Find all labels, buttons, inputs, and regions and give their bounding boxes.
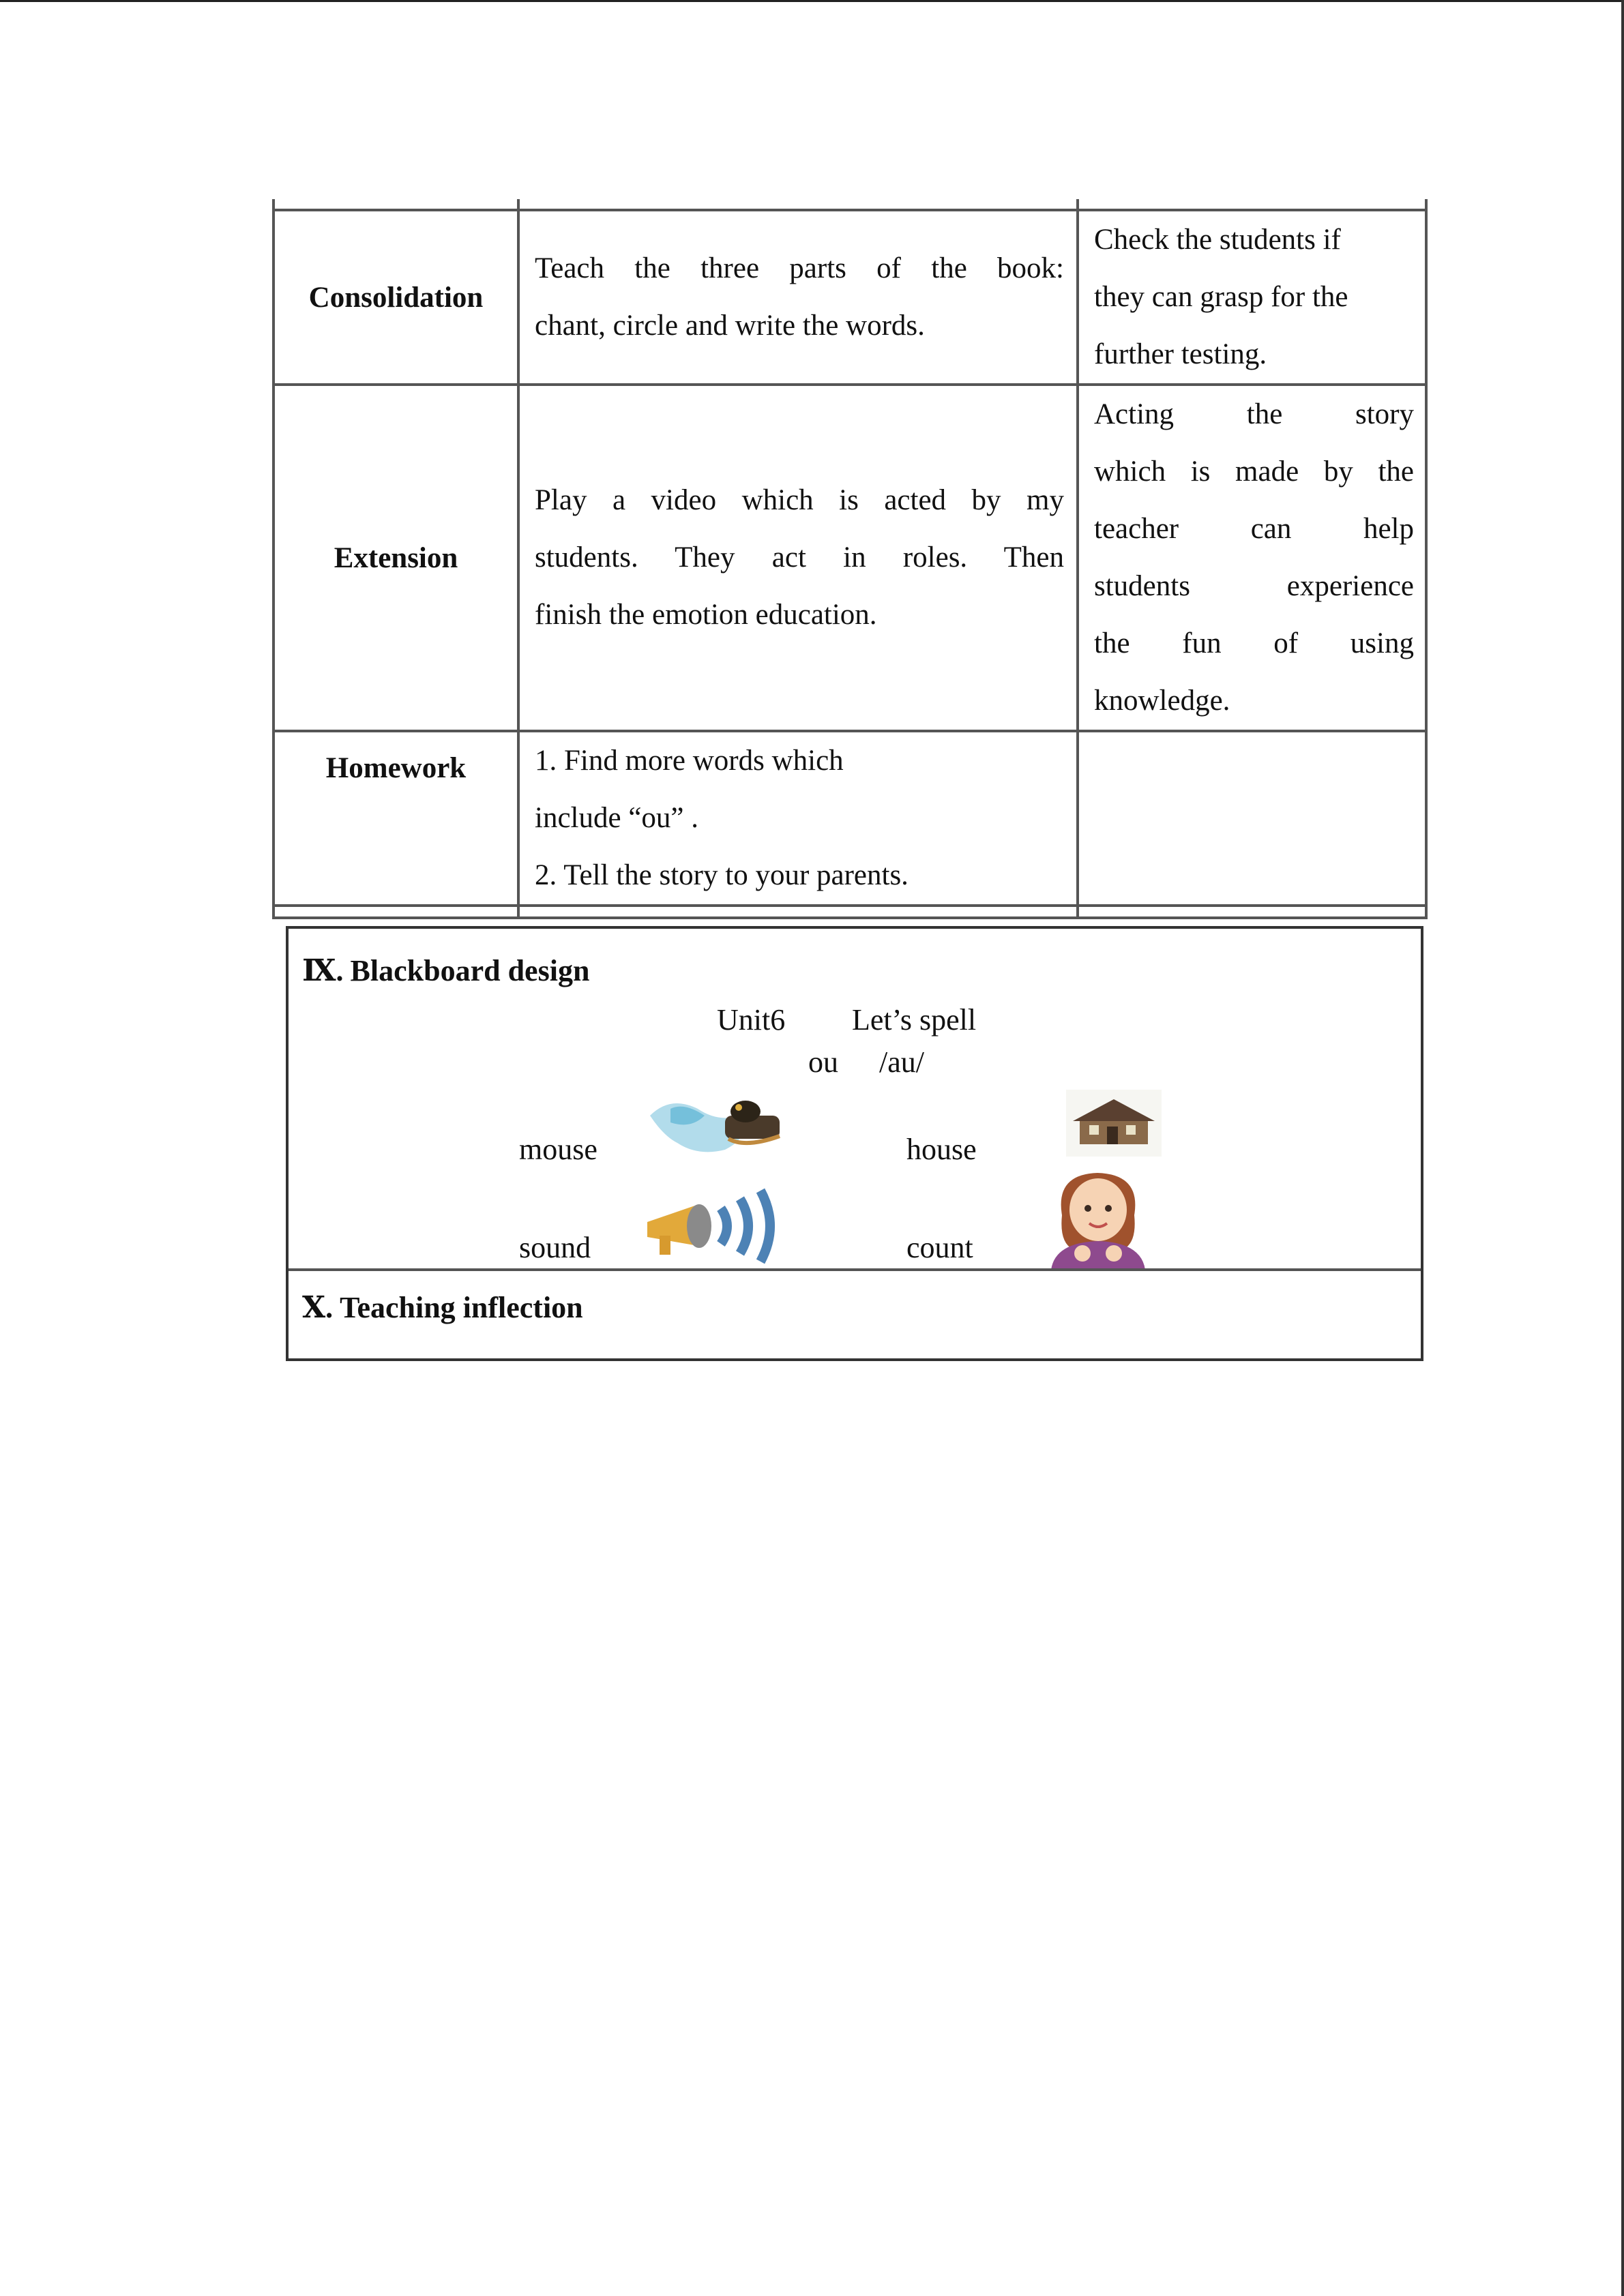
aim-line: they can grasp for the (1094, 281, 1348, 313)
aim-line: teacher can help (1094, 513, 1414, 545)
page-right-rule (1621, 0, 1624, 2296)
board-divider (289, 1268, 1421, 1271)
procedure-cell (518, 210, 1078, 385)
word-house: house (906, 1133, 977, 1166)
aim-cell (1078, 210, 1426, 385)
section-title: Teaching inflection (340, 1291, 583, 1324)
table-row (274, 210, 1426, 385)
stage-cell: Extension (274, 385, 518, 731)
procedure-line: finish the emotion education. (535, 599, 877, 631)
blackboard-heading (302, 953, 589, 988)
procedure-cell (518, 731, 1078, 906)
aim-line: students experience (1094, 570, 1414, 602)
lesson-table (272, 199, 1428, 919)
inflection-heading (302, 1290, 583, 1325)
aim-line: Acting the story (1094, 398, 1414, 430)
board-lesson: Let’s spell (852, 1003, 977, 1037)
word-count: count (906, 1231, 973, 1264)
table-row-cut (274, 906, 1426, 918)
board-unit: Unit6 (717, 1003, 786, 1037)
section-number: Ⅹ. (302, 1291, 334, 1324)
girl-counting-icon (1035, 1167, 1162, 1270)
word-mouse: mouse (519, 1133, 597, 1166)
mouse-icon (643, 1088, 793, 1163)
aim-line: further testing. (1094, 338, 1267, 370)
blackboard-box (286, 926, 1423, 1361)
aim-cell (1078, 731, 1426, 906)
procedure-line: Teach the three parts of the book: (535, 252, 1064, 284)
procedure-line: students. They act in roles. Then (535, 541, 1064, 573)
stage-cell: Homework (274, 731, 518, 906)
page-top-rule (0, 0, 1624, 2)
procedure-line: Play a video which is acted by my (535, 484, 1064, 516)
board-phonetic: /au/ (879, 1045, 924, 1079)
section-title: Blackboard design (350, 954, 590, 987)
aim-line: Check the students if (1094, 224, 1341, 256)
aim-line: knowledge. (1094, 685, 1230, 717)
procedure-line: include “ou” . (535, 802, 698, 834)
procedure-line: 2. Tell the story to your parents. (535, 859, 909, 891)
aim-line: the fun of using (1094, 627, 1414, 659)
megaphone-icon (634, 1181, 797, 1270)
table-row (274, 385, 1426, 731)
word-sound: sound (519, 1231, 591, 1264)
house-icon (1059, 1086, 1168, 1161)
procedure-line: chant, circle and write the words. (535, 310, 925, 342)
aim-cell (1078, 385, 1426, 731)
procedure-line: 1. Find more words which (535, 745, 844, 777)
procedure-cell (518, 385, 1078, 731)
board-letters: ou (808, 1045, 838, 1079)
table-row-cut (274, 199, 1426, 210)
stage-cell: Consolidation (274, 210, 518, 385)
aim-line: which is made by the (1094, 456, 1414, 488)
table-row (274, 731, 1426, 906)
section-number: Ⅸ. (302, 954, 344, 987)
